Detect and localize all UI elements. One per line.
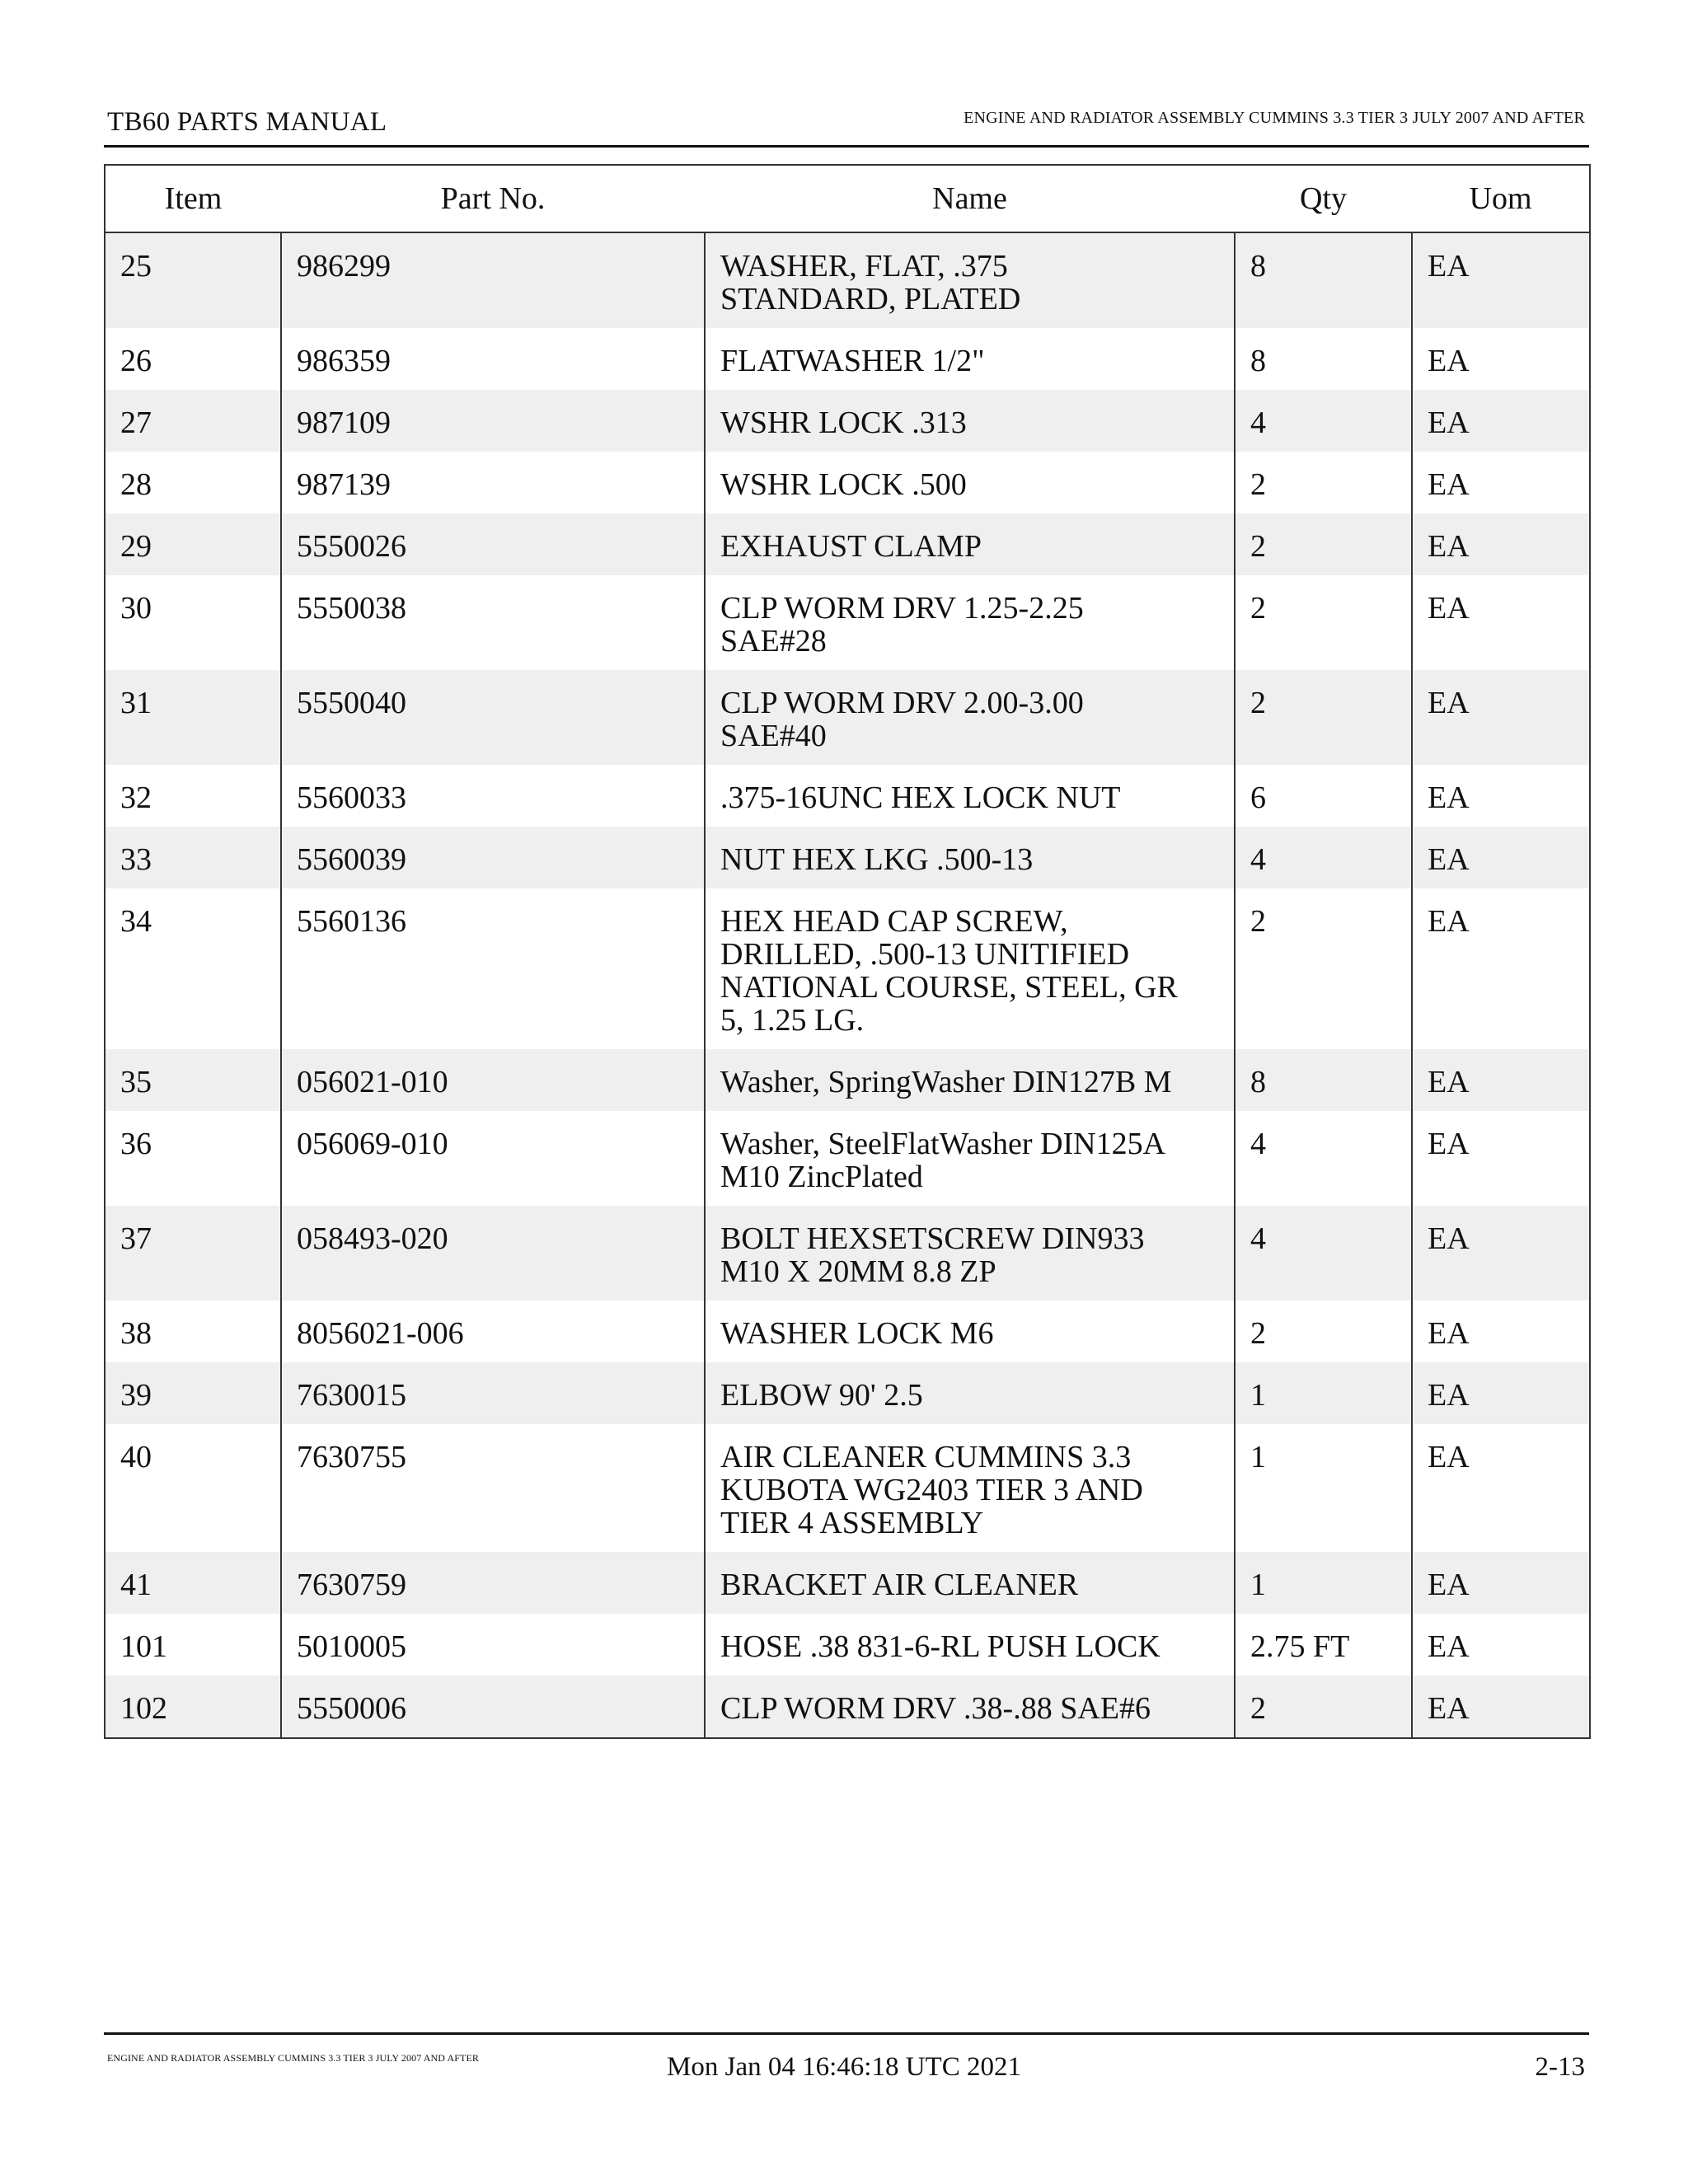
cell-part-no: 987109: [281, 390, 705, 452]
cell-item: 35: [105, 1049, 281, 1111]
table-row: [105, 452, 1590, 513]
table-row: [105, 1362, 1590, 1424]
cell-uom: EA: [1412, 1206, 1590, 1301]
column-header-name: Name: [705, 165, 1235, 232]
cell-uom: EA: [1412, 390, 1590, 452]
cell-qty: 1: [1235, 1552, 1412, 1614]
cell-uom: EA: [1412, 232, 1590, 328]
cell-item: 32: [105, 765, 281, 827]
cell-item: 36: [105, 1111, 281, 1206]
cell-name: BRACKET AIR CLEANER: [705, 1552, 1235, 1614]
cell-item: 34: [105, 888, 281, 1049]
cell-qty: 2: [1235, 1675, 1412, 1738]
cell-item: 30: [105, 575, 281, 670]
cell-uom: EA: [1412, 765, 1590, 827]
cell-item: 41: [105, 1552, 281, 1614]
cell-uom: EA: [1412, 513, 1590, 575]
cell-qty: 2: [1235, 575, 1412, 670]
cell-part-no: 5550006: [281, 1675, 705, 1738]
cell-item: 29: [105, 513, 281, 575]
cell-qty: 8: [1235, 328, 1412, 390]
footer-timestamp: Mon Jan 04 16:46:18 UTC 2021: [667, 2052, 1021, 2082]
table-row: [105, 1552, 1590, 1614]
cell-uom: EA: [1412, 328, 1590, 390]
cell-item: 37: [105, 1206, 281, 1301]
cell-uom: EA: [1412, 1552, 1590, 1614]
table-row: [105, 1206, 1590, 1301]
table-row: [105, 1614, 1590, 1675]
table-row: [105, 328, 1590, 390]
cell-uom: EA: [1412, 670, 1590, 765]
cell-name: Washer, SteelFlatWasher DIN125A M10 ZincPlated: [705, 1111, 1235, 1206]
cell-part-no: 987139: [281, 452, 705, 513]
cell-uom: EA: [1412, 1049, 1590, 1111]
cell-part-no: 5560039: [281, 827, 705, 888]
cell-qty: 4: [1235, 827, 1412, 888]
cell-name: WSHR LOCK .500: [705, 452, 1235, 513]
cell-qty: 4: [1235, 390, 1412, 452]
cell-item: 25: [105, 232, 281, 328]
cell-part-no: 5550040: [281, 670, 705, 765]
cell-name: HEX HEAD CAP SCREW, DRILLED, .500-13 UNITIFIED NATIONAL COURSE, STEEL, GR 5, 1.25 LG.: [705, 888, 1235, 1049]
cell-uom: EA: [1412, 1301, 1590, 1362]
cell-name: .375-16UNC HEX LOCK NUT: [705, 765, 1235, 827]
cell-part-no: 5010005: [281, 1614, 705, 1675]
cell-part-no: 5560033: [281, 765, 705, 827]
cell-uom: EA: [1412, 575, 1590, 670]
cell-qty: 2: [1235, 888, 1412, 1049]
cell-part-no: 058493-020: [281, 1206, 705, 1301]
cell-qty: 2: [1235, 452, 1412, 513]
cell-part-no: 056021-010: [281, 1049, 705, 1111]
cell-qty: 1: [1235, 1424, 1412, 1552]
table-row: [105, 1675, 1590, 1738]
cell-part-no: 7630015: [281, 1362, 705, 1424]
cell-qty: 2: [1235, 1301, 1412, 1362]
cell-item: 28: [105, 452, 281, 513]
cell-uom: EA: [1412, 1111, 1590, 1206]
cell-name: CLP WORM DRV 1.25-2.25 SAE#28: [705, 575, 1235, 670]
column-header-uom: Uom: [1412, 165, 1590, 232]
page-number: 2-13: [1535, 2052, 1585, 2082]
cell-uom: EA: [1412, 1614, 1590, 1675]
table-row: [105, 513, 1590, 575]
cell-qty: 4: [1235, 1111, 1412, 1206]
cell-part-no: 986359: [281, 328, 705, 390]
table-row: [105, 1424, 1590, 1552]
cell-name: EXHAUST CLAMP: [705, 513, 1235, 575]
cell-uom: EA: [1412, 1362, 1590, 1424]
cell-name: CLP WORM DRV 2.00-3.00 SAE#40: [705, 670, 1235, 765]
cell-name: CLP WORM DRV .38-.88 SAE#6: [705, 1675, 1235, 1738]
cell-uom: EA: [1412, 827, 1590, 888]
cell-name: WASHER LOCK M6: [705, 1301, 1235, 1362]
cell-qty: 4: [1235, 1206, 1412, 1301]
cell-qty: 8: [1235, 1049, 1412, 1111]
table-row: [105, 390, 1590, 452]
cell-part-no: 986299: [281, 232, 705, 328]
cell-part-no: 5550026: [281, 513, 705, 575]
cell-uom: EA: [1412, 1424, 1590, 1552]
table-row: [105, 232, 1590, 328]
cell-name: ELBOW 90' 2.5: [705, 1362, 1235, 1424]
cell-name: NUT HEX LKG .500-13: [705, 827, 1235, 888]
table-row: [105, 1049, 1590, 1111]
cell-name: AIR CLEANER CUMMINS 3.3 KUBOTA WG2403 TIER 3 AND TIER 4 ASSEMBLY: [705, 1424, 1235, 1552]
cell-qty: 2: [1235, 513, 1412, 575]
column-header-part-no: Part No.: [281, 165, 705, 232]
cell-part-no: 5550038: [281, 575, 705, 670]
cell-name: WASHER, FLAT, .375 STANDARD, PLATED: [705, 232, 1235, 328]
manual-title: TB60 PARTS MANUAL: [107, 107, 387, 137]
section-title: ENGINE AND RADIATOR ASSEMBLY CUMMINS 3.3 TIER 3 JULY 2007 AND AFTER: [964, 109, 1585, 127]
cell-qty: 6: [1235, 765, 1412, 827]
cell-name: BOLT HEXSETSCREW DIN933 M10 X 20MM 8.8 ZP: [705, 1206, 1235, 1301]
cell-qty: 2: [1235, 670, 1412, 765]
cell-qty: 8: [1235, 232, 1412, 328]
cell-part-no: 7630759: [281, 1552, 705, 1614]
column-header-item: Item: [105, 165, 281, 232]
cell-name: HOSE .38 831-6-RL PUSH LOCK: [705, 1614, 1235, 1675]
table-row: [105, 1301, 1590, 1362]
cell-item: 38: [105, 1301, 281, 1362]
cell-item: 27: [105, 390, 281, 452]
table-row: [105, 827, 1590, 888]
table-row: [105, 670, 1590, 765]
cell-item: 39: [105, 1362, 281, 1424]
parts-table-body: [105, 232, 1590, 1738]
column-header-qty: Qty: [1235, 165, 1412, 232]
footer-divider: [104, 2032, 1589, 2035]
cell-qty: 2.75 FT: [1235, 1614, 1412, 1675]
cell-item: 26: [105, 328, 281, 390]
cell-uom: EA: [1412, 1675, 1590, 1738]
cell-item: 102: [105, 1675, 281, 1738]
footer-section-title: ENGINE AND RADIATOR ASSEMBLY CUMMINS 3.3 TIER 3 JULY 2007 AND AFTER: [107, 2052, 479, 2064]
cell-part-no: 7630755: [281, 1424, 705, 1552]
cell-name: FLATWASHER 1/2": [705, 328, 1235, 390]
table-row: [105, 1111, 1590, 1206]
cell-item: 31: [105, 670, 281, 765]
cell-part-no: 056069-010: [281, 1111, 705, 1206]
cell-qty: 1: [1235, 1362, 1412, 1424]
cell-name: Washer, SpringWasher DIN127B M: [705, 1049, 1235, 1111]
cell-name: WSHR LOCK .313: [705, 390, 1235, 452]
cell-part-no: 8056021-006: [281, 1301, 705, 1362]
table-row: [105, 888, 1590, 1049]
cell-item: 101: [105, 1614, 281, 1675]
cell-item: 33: [105, 827, 281, 888]
cell-item: 40: [105, 1424, 281, 1552]
cell-uom: EA: [1412, 888, 1590, 1049]
cell-part-no: 5560136: [281, 888, 705, 1049]
table-row: [105, 575, 1590, 670]
table-header-row: [105, 165, 1590, 232]
parts-table: [104, 164, 1591, 1739]
header-divider: [104, 145, 1589, 148]
table-row: [105, 765, 1590, 827]
cell-uom: EA: [1412, 452, 1590, 513]
